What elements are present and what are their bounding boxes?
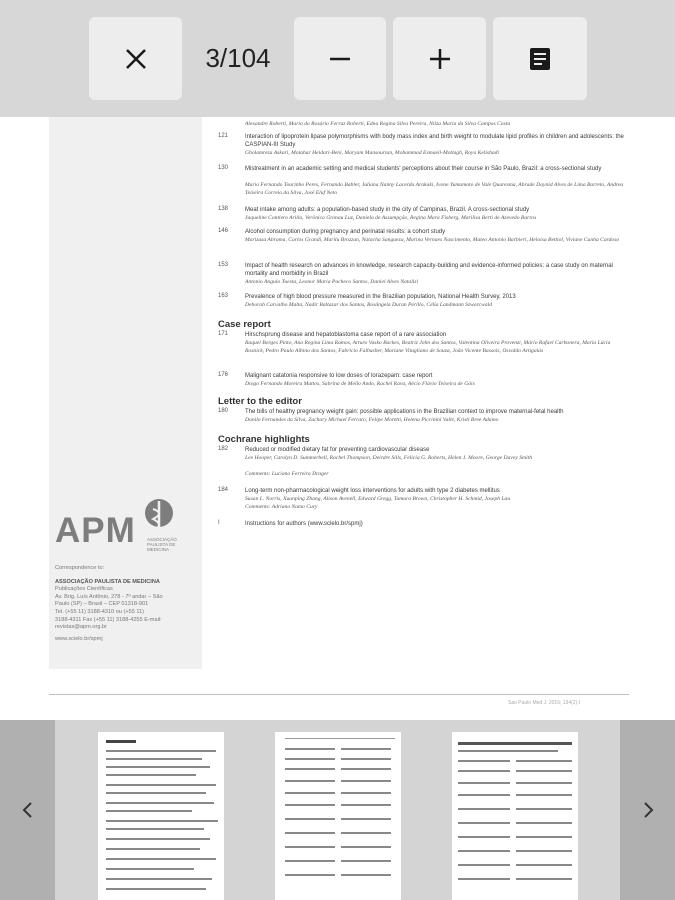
entry-page-number: I [218, 520, 220, 526]
caduceus-icon [139, 497, 175, 539]
email: revistas@apm.org.br [55, 624, 107, 631]
entry-title: The bills of healthy pregnancy weight gain: possible applications in the Brazilian context to improve maternal-fetal health [245, 409, 564, 415]
entry-title: Alcohol consumption during pregnancy and perinatal results: a cohort study [245, 229, 446, 235]
minus-icon [327, 46, 353, 72]
entry-title: Prevalence of high blood pressure measured in the Brazilian population, National Health Survey, 2013 [245, 294, 516, 300]
entry-page-number: 163 [218, 293, 229, 299]
close-button[interactable] [89, 17, 182, 100]
phone-line-2: 3188-4311 Fax (+55 11) 3188-4255 E-mail: [55, 616, 162, 623]
entry-authors: Deborah Carvalho Malta, Nadir Baltazar dos Santos, Rosângela Duran Perillo, Célia Landmann Szwarcwald [245, 302, 493, 308]
phone-line-1: Tel. (+55 11) 3188-4310 ou (+55 11) [55, 608, 145, 615]
correspondence-label: Correspondence to: [55, 565, 105, 571]
entry-comments: Comments: Adriano Namo Cury [245, 504, 318, 510]
entry-authors: Susan L. Norris, Xuanping Zhang, Alison Avenell, Edward Gregg, Tamara Brown, Christopher H. Schmid, Joseph Lau [245, 496, 511, 502]
thumbnail-page-3[interactable] [275, 732, 401, 900]
entry-page-number: 130 [218, 165, 229, 171]
apm-logo [55, 497, 195, 557]
entry-page-number: 184 [218, 487, 229, 493]
entry-page-number: 176 [218, 372, 229, 378]
address-line-1: Av. Brig. Luís Antônio, 278 - 7º andar – São [55, 593, 163, 600]
entry-authors: Antonio Angulo Tuesta, Leonor Maria Pacheco Santos, Daniel Alves Natalizi [245, 279, 419, 285]
entry-title: Interaction of lipoprotein lipase polymorphisms with body mass index and birth weight to modulate lipid profiles in children and adolescents: the CASPIAN-III Study [245, 134, 624, 148]
apm-logo-subtext: ASSOCIAÇÃO PAULISTA DE MEDICINA [147, 537, 177, 552]
entry-title: Meat intake among adults: a population-based study in the city of Campinas, Brazil. A cross-sectional study [245, 207, 530, 213]
entry-title: Reduced or modified dietary fat for preventing cardiovascular disease [245, 447, 430, 453]
document-page[interactable] [0, 117, 675, 720]
previous-page-button[interactable] [0, 720, 55, 900]
page-divider [49, 694, 629, 695]
address-line-2: Paulo (SP) – Brasil – CEP 01318-901 [55, 601, 149, 608]
entry-authors: Jaqueline Contiero Arilla, Verônica Gronau Luz, Daniela de Assumpção, Regina Mara Fisberg, Marilisa Berti de Azevedo Barros [245, 215, 537, 221]
page-footer: Sao Paulo Med J. 2016; 134(2):I [508, 700, 580, 706]
entry-page-number: 153 [218, 262, 229, 268]
chevron-left-icon [21, 800, 35, 820]
thumbnail-page-4[interactable] [452, 732, 578, 900]
entry-title: Instructions for authors (www.scielo.br/spmj) [245, 521, 363, 527]
entry-page-number: 182 [218, 446, 229, 452]
close-icon [123, 46, 149, 72]
entry-title: Malignant catatonia responsive to low doses of lorazepam: case report [245, 373, 433, 379]
correspondence-block [55, 565, 197, 643]
entry-page-number: 180 [218, 408, 229, 414]
entry-authors: Raquel Borges Pinto, Ana Regina Lima Ramos, Arturo Vasko Backes, Beatriz John dos Santos, Valentina Oliveira Provenzi, Mário Rafael Carbonera, Maria Lúcia Rosnick, Pedro Paulo Albino dos Santos, Fabrício Falbusher, Mariane Vitagliano de Souza, João Vicente Bassols, Osvaldo Artigalás [245, 340, 611, 354]
entry-authors: Lee Hooper, Carolyn D. Summerbell, Rachel Thompson, Deirdre Sills, Felicia G. Roberts, Helen J. Moore, George Davey Smith [245, 455, 532, 461]
entry-page-number: 138 [218, 206, 229, 212]
entry-page-number: 121 [218, 133, 229, 139]
entry-comments: Comments: Luciano Ferreira Drager [245, 471, 329, 477]
contents-button[interactable] [493, 17, 587, 100]
section-heading: Case report [218, 319, 271, 330]
section-heading: Cochrane highlights [218, 434, 310, 445]
entry-authors: Alexandre Roberti, Maria do Rosário Ferraz Roberti, Edna Regina Silva Pereira, Nilza Maria da Silva Campos Costa [245, 121, 511, 127]
plus-icon [427, 46, 453, 72]
chevron-right-icon [641, 800, 655, 820]
contents-icon [529, 47, 551, 71]
entry-title: Hirschsprung disease and hepatoblastoma case report of a rare association [245, 332, 447, 338]
entry-title: Impact of health research on advances in knowledge, research capacity-building and evidence-informed policies: a case study on maternal mortality and morbidity in Brazil [245, 263, 613, 277]
zoom-in-button[interactable] [393, 17, 486, 100]
thumbnail-page-2[interactable] [98, 732, 224, 900]
entry-authors: Danilo Fernandes da Silva, Zachary Michael Ferraro, Felipe Moretti, Helena Piccinini Valle, Kristi Bree Adamo [245, 417, 499, 423]
section-heading: Letter to the editor [218, 396, 302, 407]
viewer-toolbar [0, 0, 675, 117]
entry-title: Long-term non-pharmacological weight loss interventions for adults with type 2 diabetes mellitus [245, 488, 500, 494]
zoom-out-button[interactable] [294, 17, 386, 100]
page-indicator: 3/104 [205, 43, 271, 73]
org-name: ASSOCIAÇÃO PAULISTA DE MEDICINA [55, 578, 160, 585]
apm-logo-text: APM [55, 511, 136, 550]
entry-authors: Marizasa Abrama, Carlos Grandi, Marilu Brozzan, Natacha Sangueza, Marina Vernaes Nascimento, Mateo Antonio Barbieri, Heloisa Bettiol, Viviane Cunha Cardoso [245, 237, 620, 243]
journal-url: www.scielo.br/spmj [55, 635, 103, 642]
next-page-button[interactable] [620, 720, 675, 900]
entry-title: Mistreatment in an academic setting and medical students' perceptions about their course in São Paulo, Brazil: a cross-sectional study [245, 166, 602, 172]
journal-sidebar [49, 117, 202, 669]
department: Publicações Científicas [55, 586, 113, 593]
thumbnail-strip [0, 720, 675, 900]
entry-authors: Mario Fernando Tourinho Peres, Fernando Babler, Juliana Nanny Lacerda Arakaki, Ivone Yumamoto de Vale Quaresma, Abrade Daynid Alves de Lima Barreto, Andrea Teixeira Correia da Silva, José Eluf Neto [245, 182, 624, 196]
entry-authors: Diogo Fernando Moreira Mattos, Sabrina de Mello Ando, Rachel Rava, Aécio Flávio Teixeira de Góis [245, 381, 475, 387]
entry-page-number: 146 [218, 228, 229, 234]
entry-authors: Gholamreza Askari, Motahar Heidari-Beni, Maryam Mansourian, Mohammad Esmaeil-Motlagh, Roya Kelishadi [245, 150, 500, 156]
entry-page-number: 171 [218, 331, 229, 337]
